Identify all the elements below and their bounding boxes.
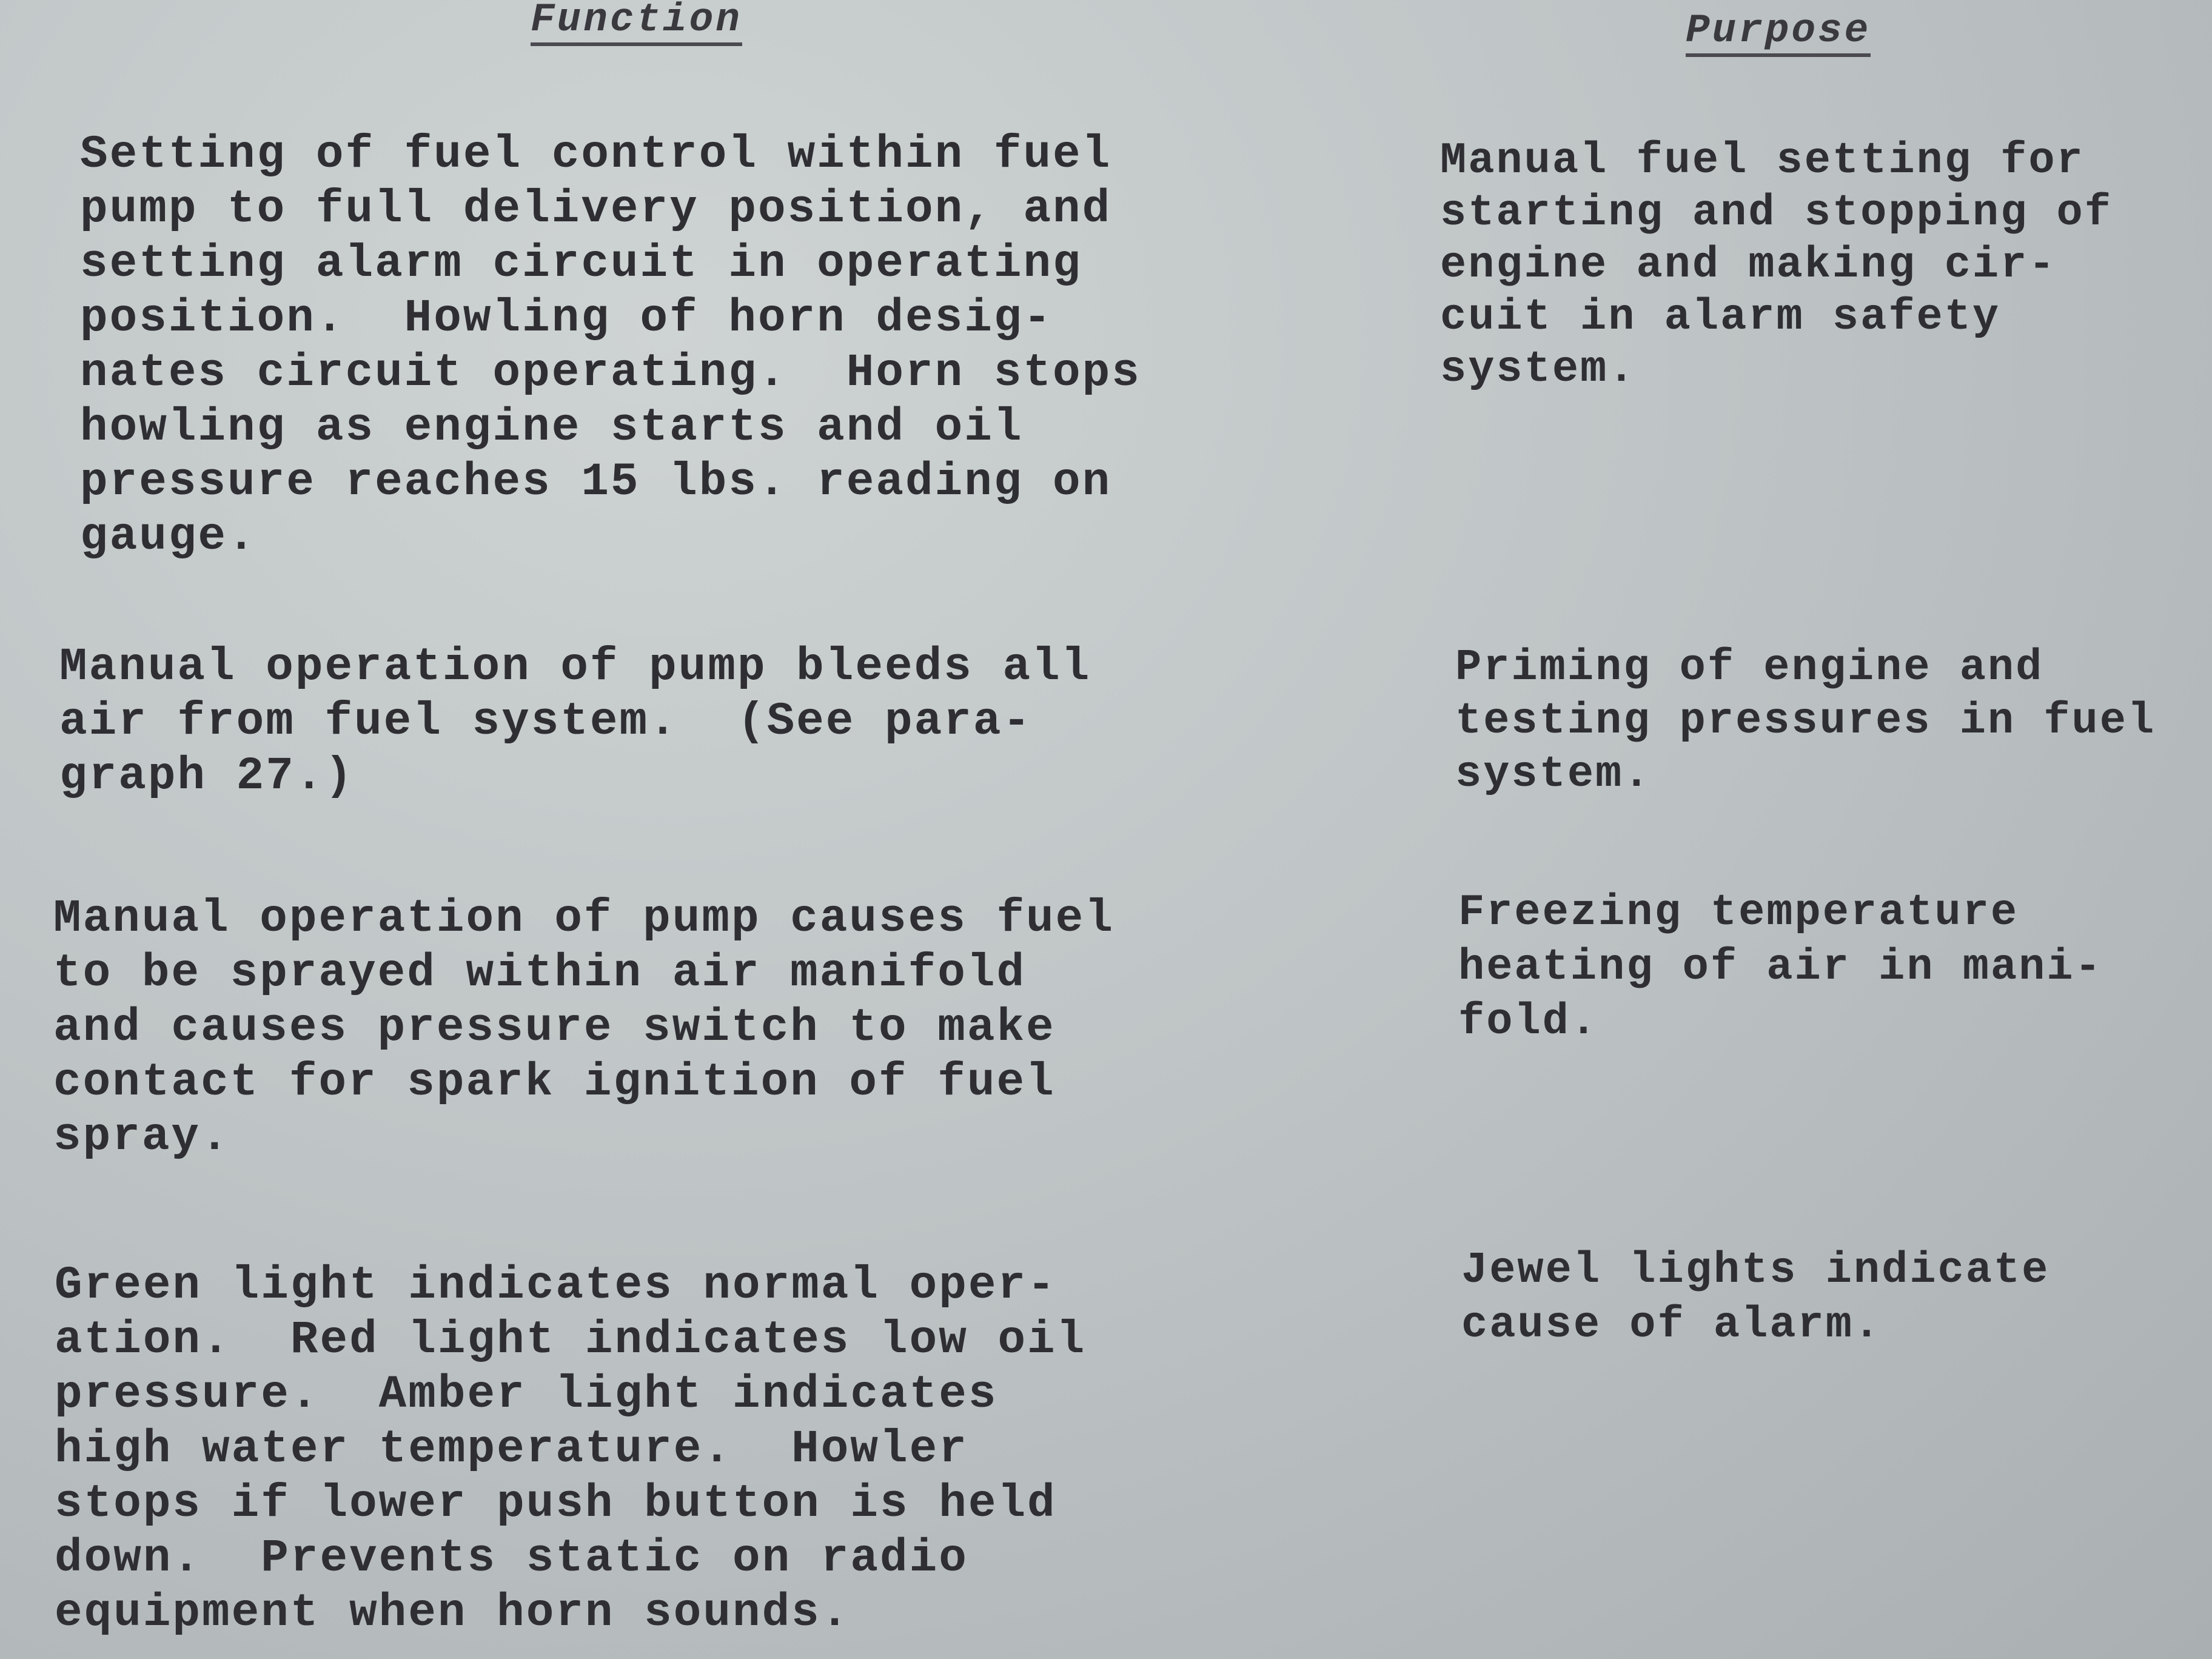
function-column-heading: Function <box>531 0 742 46</box>
function-entry-fuel-control: Setting of fuel control within fuel pump to full delivery position, and setting alarm circuit in operating position. Howling of horn desig- nates circuit operating. Horn stops howling as engine starts and oil pressure reaches 15 lbs. reading on gauge. <box>80 129 1141 563</box>
function-entry-bleed-air: Manual operation of pump bleeds all air from fuel system. (See para- graph 27.) <box>59 641 1091 802</box>
purpose-column-heading: Purpose <box>1686 11 1871 57</box>
function-entry-indicator-lights: Green light indicates normal oper- ation. Red light indicates low oil pressure. Amber light indicates high water temperature. Howler stops if lower push button is held down. Prevents static on radio equipment when horn sounds. <box>55 1259 1087 1639</box>
purpose-entry-fuel-setting: Manual fuel setting for starting and stopping of engine and making cir- cuit in alarm safety system. <box>1440 136 2113 394</box>
purpose-entry-manifold-heating: Freezing temperature heating of air in mani- fold. <box>1458 888 2103 1047</box>
purpose-entry-priming: Priming of engine and testing pressures in fuel system. <box>1455 643 2156 799</box>
purpose-entry-jewel-lights: Jewel lights indicate cause of alarm. <box>1461 1245 2050 1350</box>
function-entry-fuel-spray: Manual operation of pump causes fuel to be sprayed within air manifold and causes pressure switch to make contact for spark ignition of fuel spray. <box>53 893 1114 1163</box>
